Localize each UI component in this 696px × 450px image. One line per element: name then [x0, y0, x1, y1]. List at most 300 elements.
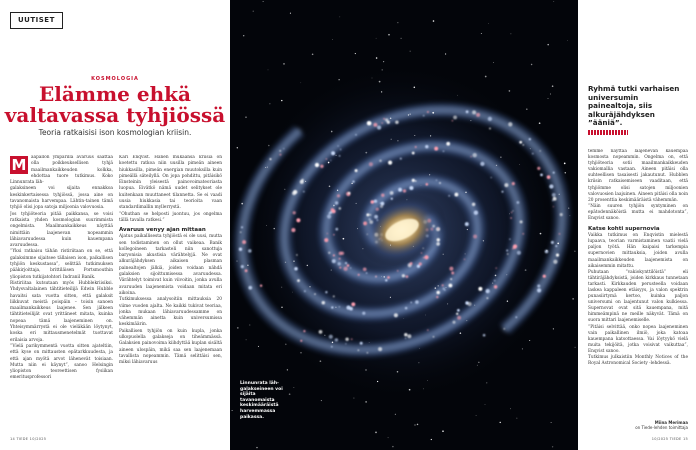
background-star	[268, 145, 270, 147]
background-star	[265, 167, 266, 168]
background-star	[381, 91, 382, 92]
star-cluster	[560, 213, 563, 216]
byline-role: on Tiede-lehden toimittaja	[635, 425, 688, 430]
star-cluster	[303, 191, 305, 193]
background-star	[445, 53, 446, 54]
background-star	[572, 298, 573, 299]
background-star	[526, 108, 528, 110]
star-cluster	[325, 291, 327, 293]
star-cluster	[504, 183, 508, 187]
background-star	[496, 165, 497, 166]
background-star	[247, 265, 249, 267]
background-star	[500, 157, 501, 158]
background-star	[357, 228, 358, 229]
star-cluster	[519, 141, 522, 144]
paragraph: “Ohuthan se helposti juontuu, jos ongelma tällä tavalla ratkesi.”	[119, 211, 222, 223]
star-cluster	[327, 214, 331, 218]
background-star	[429, 174, 430, 175]
star-cluster	[510, 217, 512, 219]
byline-name: Miina Merimaa	[654, 420, 688, 425]
background-star	[507, 301, 508, 302]
star-cluster	[427, 329, 428, 330]
star-cluster	[346, 305, 350, 309]
star-cluster	[245, 269, 248, 272]
background-star	[509, 214, 510, 215]
background-star	[413, 246, 414, 247]
star-cluster	[375, 276, 376, 277]
background-star	[365, 401, 367, 403]
background-star	[365, 369, 366, 370]
background-star	[382, 69, 383, 70]
background-star	[467, 229, 468, 230]
background-star	[258, 346, 259, 347]
star-cluster	[339, 306, 340, 307]
star-cluster	[523, 144, 525, 146]
paragraph: Puhutaan “vakiokynttilöistä” eli tähtiräjähdyksistä, joiden kirkkaus tunnetaan tarkasti. Kirkkauden perusteella voidaan laskea kappaleen etäisyys, ja valon spektrin punasiirtymä kertoo, kuinka paljon universumi on laajentunut valon kulkiessa. Supernovat ovat sitä kauempana, mitä himmeämpinä ne meille näkyvät. Tämä on suora mittari laajenemiselle.	[588, 269, 688, 324]
star-cluster	[369, 162, 373, 166]
paragraph: “Vielä parikymmentä vuotta sitten ajateltiin, että kyse on mittausten epätarkkuudesta, ja että ajan myötä arvot lähenevät toisiaan. Mutta niin ei käynyt”, sanoo Helsingin yliopiston teoreettisen fysiikan emeritusprofessori	[10, 343, 113, 381]
background-star	[331, 269, 332, 270]
background-star	[466, 320, 467, 321]
background-star	[256, 447, 257, 448]
background-star	[431, 439, 432, 440]
body-column-2	[119, 155, 222, 430]
star-cluster	[337, 145, 338, 146]
background-star	[249, 324, 250, 325]
background-star	[379, 81, 381, 83]
background-star	[446, 287, 447, 288]
background-star	[375, 432, 377, 434]
background-star	[406, 199, 407, 200]
star-cluster	[293, 211, 296, 214]
star-cluster	[507, 253, 509, 255]
star-cluster	[474, 211, 478, 215]
star-cluster	[326, 158, 327, 159]
background-star	[383, 61, 384, 62]
star-cluster	[512, 182, 515, 185]
star-cluster	[402, 274, 405, 277]
background-star	[486, 382, 487, 383]
background-star	[408, 114, 409, 115]
star-cluster	[540, 150, 541, 151]
paragraph: galaksineen voi sijaita ennakkoa keskinkertaisessa tyhjiössä, jossa aine on tavanomaista harvempaa. Lähtin-tainen tämä tyhjiö olisi jopa satoja miljoonia valovuosia.	[10, 186, 113, 211]
background-star	[553, 1, 554, 2]
background-star	[522, 348, 523, 349]
background-star	[483, 240, 484, 241]
star-cluster	[327, 233, 329, 235]
background-star	[574, 347, 575, 348]
background-star	[395, 414, 396, 415]
star-cluster	[559, 233, 561, 235]
star-cluster	[415, 146, 417, 148]
background-star	[443, 254, 444, 255]
star-cluster	[522, 233, 524, 235]
background-star	[266, 225, 267, 226]
background-star	[546, 250, 548, 252]
background-star	[567, 40, 568, 41]
background-star	[339, 79, 340, 80]
star-cluster	[387, 121, 390, 124]
star-cluster	[296, 218, 300, 222]
background-star	[274, 228, 275, 229]
background-star	[300, 352, 302, 354]
star-cluster	[511, 212, 513, 214]
background-star	[421, 185, 422, 186]
paragraph: aapallon ympärillä avaruus saattaa olla poikkeuksellisen tyhjä maailmankaikkeuden kolkka, ehdottaa tuore tutkimus. Koko Linnunrata läh-	[10, 155, 113, 186]
background-star	[477, 365, 478, 366]
star-cluster	[540, 174, 543, 177]
background-star	[550, 94, 551, 95]
star-cluster	[260, 285, 262, 287]
background-star	[525, 269, 527, 271]
headline-line-1: Elämme ehkä	[39, 82, 191, 106]
star-cluster	[436, 291, 440, 295]
star-cluster	[537, 167, 540, 170]
background-star	[478, 362, 479, 363]
star-cluster	[512, 210, 513, 211]
background-star	[506, 274, 507, 275]
star-cluster	[553, 206, 554, 207]
star-cluster	[387, 276, 390, 279]
paragraph: Ristiriitaa kutsutaan myös Hubblekriisiksi. Yhdysvaltalainen tähtitieteilijä Edwin Hubble havaitsi sata vuotta sitten, että galaksit liikkuvat meistä poispäin – toisin sanoen maailmankaikkeus laajenee. Sen jälkeen tähtitieteilijät ovat yrittäneet mitata, kuinka nopeaa tämä laajeneminen on. Yhteisymmärrystä ei ole vieläkään löytynyt, koska eri mittausmenetelmät tuottavat erilaisia arvoja.	[10, 280, 113, 343]
page-footer-right: 10/2025 TIEDE 15	[651, 437, 688, 441]
background-star	[237, 147, 238, 148]
background-star	[414, 424, 416, 426]
star-cluster	[448, 195, 450, 197]
background-star	[333, 205, 335, 207]
star-cluster	[503, 328, 505, 330]
background-star	[331, 131, 333, 133]
background-star	[474, 305, 475, 306]
star-cluster	[494, 285, 497, 288]
star-cluster	[405, 338, 406, 339]
background-star	[409, 113, 411, 115]
background-star	[531, 64, 532, 65]
star-cluster	[509, 239, 510, 240]
star-cluster	[362, 312, 365, 315]
star-cluster	[537, 284, 540, 287]
background-star	[332, 342, 333, 343]
background-star	[529, 340, 530, 341]
star-cluster	[472, 110, 476, 114]
star-cluster	[292, 191, 296, 195]
right-page	[578, 0, 696, 450]
background-star	[460, 332, 462, 334]
star-cluster	[241, 226, 243, 228]
paragraph: “Pitäisi selvittää, onko nopea laajeneminen vain paikallinen ilmiö, joka katoaa kauempana katsottaessa. Vai löytyykö vielä muita tekijöitä, jotka voisivat vaikuttaa”, Enqvist sanoo.	[588, 324, 688, 354]
star-cluster	[473, 153, 477, 157]
star-cluster	[532, 153, 534, 155]
background-star	[517, 418, 518, 419]
paragraph: Jos tyhjiöteoria pitää paikkansa, se voisi ratkaista yhden kosmologian suurimmista ongelmista. Maailmankaikkeus näyttää nimittäin laajenevan nopeammin lähiavaruudessa kuin kauempana avaruudessa.	[10, 211, 113, 249]
star-cluster	[478, 287, 482, 291]
star-cluster	[433, 336, 435, 338]
background-star	[492, 283, 493, 284]
star-cluster	[296, 254, 297, 255]
star-cluster	[488, 117, 492, 121]
star-cluster	[319, 330, 323, 334]
star-cluster	[279, 150, 281, 152]
background-star	[547, 44, 549, 46]
background-star	[329, 185, 331, 187]
star-cluster	[451, 272, 454, 275]
background-star	[283, 63, 284, 64]
background-star	[404, 318, 405, 319]
background-star	[488, 23, 489, 24]
background-star	[268, 70, 269, 71]
star-cluster	[345, 343, 346, 344]
star-cluster	[444, 289, 445, 290]
paragraph: Kari Enqvist. Hänen mukaansa kriisiä on koetettu ratkoa niin uusilla pimeän aineen hiukkasilla, pimeän energian muutoksilla kuin pimeällä säteilyllä. On jopa pohdittu, pitäisikö Einsteinin yleisestä painovoimateoriasta luopua. Eivätkö nämä uudet selitykset ole kuitenkaan muuttaneet tilannetta. Se ei vaadi uusia hiukkasia tai teorioita vaan standardimallin myllerrystä.	[119, 155, 222, 211]
paragraph: Tutkimus julkaistiin Monthly Notices of the Royal Astronomical Society -lehdessä.	[588, 355, 688, 367]
background-star	[423, 388, 424, 389]
pull-quote-rule	[588, 130, 628, 135]
star-cluster	[415, 180, 417, 182]
background-star	[442, 430, 444, 432]
star-cluster	[423, 115, 425, 117]
background-star	[356, 203, 357, 204]
background-star	[552, 446, 553, 447]
star-cluster	[537, 288, 541, 292]
star-cluster	[339, 267, 341, 269]
dropcap: M	[11, 156, 27, 174]
star-cluster	[450, 278, 452, 280]
background-star	[324, 335, 325, 336]
background-star	[410, 51, 411, 52]
star-cluster	[453, 115, 457, 119]
background-star	[553, 328, 554, 329]
background-star	[355, 53, 356, 54]
star-cluster	[464, 259, 466, 261]
star-cluster	[382, 122, 383, 123]
star-cluster	[339, 207, 342, 210]
background-star	[377, 381, 378, 382]
background-star	[312, 54, 314, 56]
background-star	[337, 190, 338, 191]
star-cluster	[448, 284, 452, 288]
star-cluster	[367, 121, 371, 125]
star-cluster	[403, 189, 406, 192]
star-cluster	[543, 275, 546, 278]
background-star	[397, 22, 398, 23]
background-star	[427, 380, 428, 381]
background-star	[447, 303, 448, 304]
background-star	[432, 112, 434, 114]
star-cluster	[335, 228, 338, 231]
background-star	[557, 243, 559, 245]
star-cluster	[516, 316, 518, 318]
paragraph: Paikallisen tyhjiön on kuin kupla, jonka ulkopuolella galakseja on tiheämmässä. Galaksien painovoima kiihdyttää kuplan sisältä aineen ulospäin, mikä saa sen laajenemaan tavallista nopeammin. Tämä selittäisi sen, miksi lähiavaruus	[119, 328, 222, 366]
background-star	[401, 38, 402, 39]
star-cluster	[398, 188, 402, 192]
star-cluster	[443, 150, 445, 152]
background-star	[300, 82, 301, 83]
background-star	[465, 192, 466, 193]
star-cluster	[419, 262, 422, 265]
background-star	[343, 238, 345, 240]
paragraph: “Näin suuren tyhjiön syntyminen on epätodennäköistä mutta ei mahdotonta”, Enqvist sanoo.	[588, 203, 688, 222]
background-star	[564, 163, 566, 165]
star-cluster	[555, 245, 557, 247]
background-star	[285, 344, 287, 346]
left-page	[0, 0, 230, 450]
star-cluster	[333, 234, 334, 235]
star-cluster	[547, 175, 551, 179]
star-cluster	[480, 162, 484, 166]
star-cluster	[517, 251, 521, 255]
star-cluster	[390, 191, 394, 195]
background-star	[245, 116, 246, 117]
star-cluster	[472, 203, 475, 206]
background-star	[281, 307, 283, 309]
background-star	[335, 306, 337, 308]
headline	[0, 84, 230, 126]
star-cluster	[324, 238, 328, 242]
background-star	[339, 17, 340, 18]
pull-quote: Ryhmä tutki varhaisen universumin painealtoja, siis alkuräjähdyksen ”ääniä”.	[588, 84, 680, 128]
star-cluster	[425, 145, 428, 148]
background-star	[470, 120, 471, 121]
star-cluster	[241, 265, 244, 268]
star-cluster	[304, 290, 306, 292]
star-cluster	[297, 279, 300, 282]
star-cluster	[508, 122, 512, 126]
star-cluster	[283, 148, 284, 149]
background-star	[320, 360, 322, 362]
background-star	[290, 13, 291, 14]
star-cluster	[328, 252, 330, 254]
star-cluster	[347, 264, 350, 267]
background-star	[376, 38, 377, 39]
star-cluster	[409, 186, 413, 190]
background-star	[548, 98, 549, 99]
background-star	[285, 262, 286, 263]
star-cluster	[439, 182, 441, 184]
background-star	[388, 34, 390, 36]
star-cluster	[377, 126, 381, 130]
background-star	[253, 11, 254, 12]
background-star	[476, 415, 477, 416]
background-star	[281, 287, 282, 288]
star-cluster	[385, 279, 387, 281]
background-star	[380, 226, 381, 227]
background-star	[481, 33, 482, 34]
star-cluster	[303, 330, 305, 332]
star-cluster	[490, 177, 492, 179]
star-cluster	[332, 259, 336, 263]
star-cluster	[487, 297, 489, 299]
star-cluster	[279, 154, 281, 156]
background-star	[425, 315, 426, 316]
star-cluster	[473, 235, 477, 239]
background-star	[485, 404, 486, 405]
star-cluster	[454, 193, 458, 197]
background-star	[232, 410, 233, 411]
background-star	[569, 215, 570, 216]
background-star	[287, 369, 288, 370]
star-cluster	[495, 267, 497, 269]
star-cluster	[553, 172, 555, 174]
background-star	[246, 339, 247, 340]
star-cluster	[339, 258, 341, 260]
background-star	[390, 297, 391, 298]
star-cluster	[423, 257, 424, 258]
star-cluster	[494, 280, 496, 282]
star-cluster	[333, 254, 335, 256]
star-cluster	[400, 157, 402, 159]
background-star	[267, 167, 268, 168]
background-star	[540, 233, 542, 235]
star-cluster	[378, 347, 382, 351]
star-cluster	[476, 113, 480, 117]
paragraph: Ajatus paikallisesta tyhjiöstä ei ole uusi, mutta sen todistaminen on ollut vaikeaa. Banik kollegoineen tarkasteli niin sanottuja baryonisia akustisia värähtelyjä. Ne ovat alkuräjähdyksen aikaisen plasman painealtojen jälkiä, joiden voidaan nähdä galaksien sijoittumisessa avaruudessa. Värähtelyt toimivat kuin viivoitin, jonka avulla avaruuden laajenemista voidaan mitata eri aikoina.	[119, 234, 222, 296]
star-cluster	[457, 309, 460, 312]
star-cluster	[335, 338, 338, 341]
background-star	[574, 251, 575, 252]
kicker: KOSMOLOGIA	[91, 76, 139, 82]
star-cluster	[315, 163, 319, 167]
background-star	[417, 424, 419, 426]
star-cluster	[426, 183, 429, 186]
star-cluster	[489, 128, 491, 130]
background-star	[397, 140, 398, 141]
background-star	[391, 139, 392, 140]
background-star	[559, 194, 560, 195]
background-star	[435, 287, 436, 288]
paragraph: Tutkimuksessa analysoitiin mittauksia 20 viime vuoden ajalta. Ne kaikki tukivat teoriaa, jonka mukaan lähiavaruudessamme on vähemmän ainetta kuin universumissa keskimäärin.	[119, 297, 222, 328]
star-cluster	[340, 148, 342, 150]
star-cluster	[320, 165, 323, 168]
galaxy-image	[230, 0, 578, 450]
paragraph: “Yksi ratkaisu tähän ristiriitaan on se, että galaksimme sijaitsee tällaisen ison, paikallisen tyhjiön keskustassa”, selittää tutkimuksen pääkirjoittaja, brittiläisen Portsmouthin yliopiston tutkijatohtori Indranil Banik.	[10, 249, 113, 280]
background-star	[493, 62, 494, 63]
star-cluster	[351, 338, 353, 340]
star-cluster	[348, 192, 351, 195]
star-cluster	[343, 267, 347, 271]
background-star	[390, 245, 391, 246]
star-cluster	[338, 262, 341, 265]
star-cluster	[371, 200, 374, 203]
background-star	[500, 422, 501, 423]
background-star	[369, 342, 370, 343]
star-cluster	[397, 270, 399, 272]
star-cluster	[322, 301, 325, 304]
paragraph: temme näyttää laajenevan kauempaa kosmosta nopeammin. Ongelma on, että tyhjiöteoria sotii maailmankaikkeuden vakiomallia vastaan. Aineen pitäisi olla suhteellisen tasaisesti jakautunut. Hubblen kriisin ratkaisemiseen vaaditaan, että tyhjiömme olisi satojen miljoonien valovuosien laajuinen. Aineen pitäisi olla noin 20 prosenttia keskimääräistä vähemmän.	[588, 149, 688, 203]
star-cluster	[466, 110, 469, 113]
star-cluster	[355, 134, 357, 136]
background-star	[418, 362, 419, 363]
subhead: Katse kohti supernovia	[588, 226, 660, 233]
background-star	[384, 276, 385, 277]
star-cluster	[240, 232, 241, 233]
star-cluster	[412, 179, 415, 182]
background-star	[390, 118, 392, 120]
star-cluster	[483, 334, 486, 337]
background-star	[294, 387, 295, 388]
star-cluster	[339, 252, 343, 256]
star-cluster	[358, 349, 360, 351]
star-cluster	[465, 222, 469, 226]
star-cluster	[355, 169, 358, 172]
background-star	[419, 348, 420, 349]
background-star	[414, 135, 415, 136]
star-cluster	[294, 267, 298, 271]
background-star	[372, 78, 373, 79]
star-cluster	[449, 267, 453, 271]
background-star	[568, 208, 569, 209]
background-star	[381, 276, 382, 277]
background-star	[293, 261, 294, 262]
